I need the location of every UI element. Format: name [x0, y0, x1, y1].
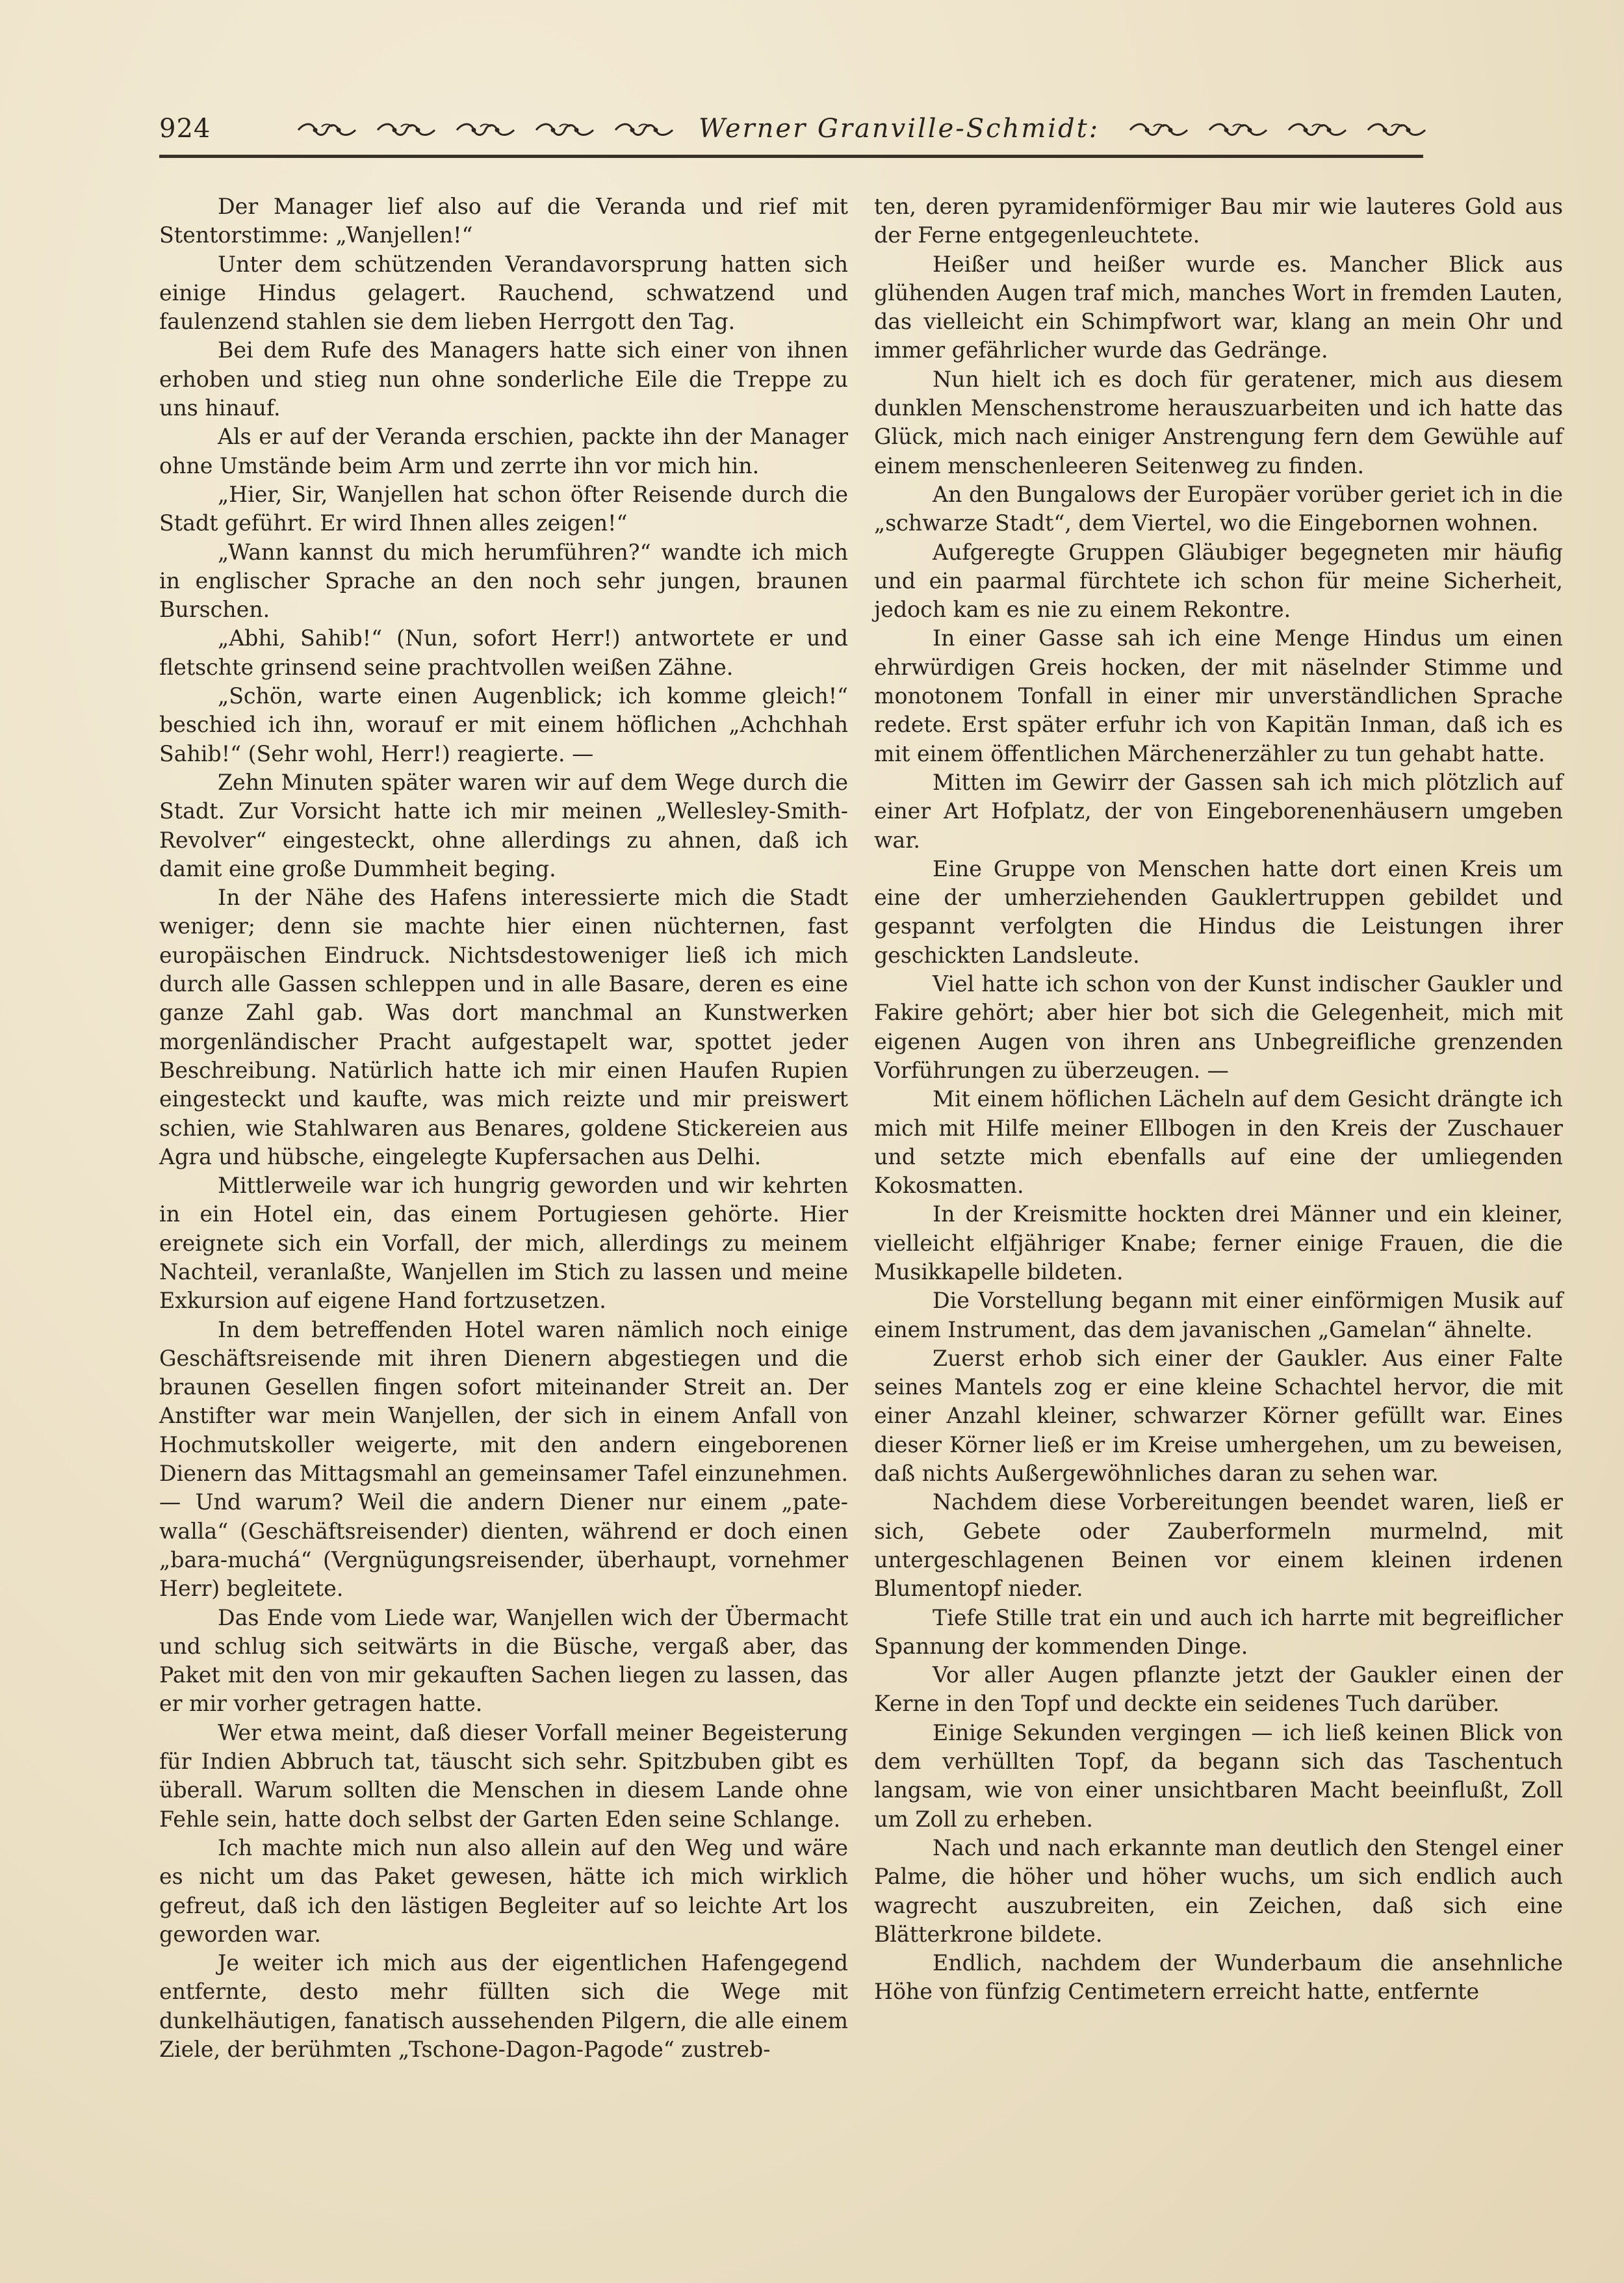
paragraph: „Hier, Sir, Wanjellen hat schon öfter Reisende durch die Stadt geführt. Er wird Ihnen alles zeigen!“ [159, 481, 848, 536]
paragraph: Bei dem Rufe des Managers hatte sich einer von ihnen erhoben und stieg nun ohne sonderliche Eile die Treppe zu uns hinauf. [159, 337, 848, 421]
running-head: Werner Granville-Schmidt: [699, 114, 1100, 144]
page-number: 924 [159, 114, 211, 144]
paragraph: An den Bungalows der Europäer vorüber geriet ich in die „schwarze Stadt“, dem Viertel, wo die Eingebornen wohnen. [874, 481, 1563, 536]
right-column [874, 192, 1563, 2007]
paragraph: Einige Sekunden vergingen — ich ließ keinen Blick von dem verhüllten Topf, da begann sich das Taschentuch langsam, wie von einer unsichtbaren Macht beeinflußt, Zoll um Zoll zu erheben. [874, 1719, 1563, 1832]
vine-ornament-icon [454, 121, 517, 139]
paragraph: In einer Gasse sah ich eine Menge Hindus um einen ehrwürdigen Greis hocken, der mit näselnder Stimme und monotonem Tonfall in einer mir unverständlichen Sprache redete. Erst später erfuhr ich von Kapitän Inman, daß ich es mit einem öffentlichen Märchenerzähler zu tun gehabt hatte. [874, 625, 1563, 766]
paragraph: Viel hatte ich schon von der Kunst indischer Gaukler und Fakire gehört; aber hier bot sich die Gelegenheit, mich mit eigenen Augen von ihren ans Unbegreifliche grenzenden Vorführungen zu überzeugen. — [874, 971, 1563, 1083]
paragraph: Mittlerweile war ich hungrig geworden und wir kehrten in ein Hotel ein, das einem Portugiesen gehörte. Hier ereignete sich ein Vorfall, der mich, allerdings zu meinem Nachteil, veranlaßte, Wanjellen im Stich zu lassen und meine Exkursion auf eigene Hand fortzusetzen. [159, 1173, 848, 1314]
header-ornaments-right [1128, 121, 1428, 139]
vine-ornament-icon [1365, 121, 1428, 139]
vine-ornament-icon [375, 121, 437, 139]
paragraph: „Abhi, Sahib!“ (Nun, sofort Herr!) antwortete er und fletschte grinsend seine prachtvollen weißen Zähne. [159, 625, 848, 680]
paragraph: Wer etwa meint, daß dieser Vorfall meiner Begeisterung für Indien Abbruch tat, täuscht sich sehr. Spitzbuben gibt es überall. Warum sollten die Menschen in diesem Lande ohne Fehle sein, hatte doch selbst der Garten Eden seine Schlange. [159, 1719, 848, 1832]
paragraph: Mit einem höflichen Lächeln auf dem Gesicht drängte ich mich mit Hilfe meiner Ellbogen in den Kreis der Zuschauer und setzte mich ebenfalls auf eine der umliegenden Kokosmatten. [874, 1086, 1563, 1199]
header-rule [159, 155, 1423, 158]
paragraph: In dem betreffenden Hotel waren nämlich noch einige Geschäftsreisende mit ihren Dienern abgestiegen und die braunen Gesellen fingen sofort miteinander Streit an. Der Anstifter war mein Wanjellen, der sich in einem Anfall von Hochmutskoller weigerte, mit den andern eingeborenen Dienern das Mittagsmahl an gemeinsamer Tafel einzunehmen. — Und warum? Weil die andern Diener nur einem „pate-walla“ (Geschäftsreisender) dienten, während er doch einen „bara-muchá“ (Vergnügungsreisender, überhaupt, vornehmer Herr) begleitete. [159, 1316, 848, 1602]
paragraph: Als er auf der Veranda erschien, packte ihn der Manager ohne Umstände beim Arm und zerrte ihn vor mich hin. [159, 424, 848, 478]
paragraph: In der Nähe des Hafens interessierte mich die Stadt weniger; denn sie machte hier einen nüchternen, fast europäischen Eindruck. Nichtsdestoweniger ließ ich mich durch alle Gassen schleppen und in alle Basare, deren es eine ganze Zahl gab. Was dort manchmal an Kunstwerken morgenländischer Pracht aufgestapelt war, spottet jeder Beschreibung. Natürlich hatte ich mir einen Haufen Rupien eingesteckt und kaufte, was mich reizte und mir preiswert schien, wie Stahlwaren aus Benares, goldene Stickereien aus Agra und hübsche, eingelegte Kupfersachen aus Delhi. [159, 885, 848, 1169]
paragraph: Das Ende vom Liede war, Wanjellen wich der Übermacht und schlug sich seitwärts in die Büsche, vergaß aber, das Paket mit den von mir gekauften Sachen liegen zu lassen, das er mir vorher getragen hatte. [159, 1604, 848, 1717]
paragraph: Ich machte mich nun also allein auf den Weg und wäre es nicht um das Paket gewesen, hätte ich mich wirklich gefreut, daß ich den lästigen Begleiter auf so leichte Art los geworden war. [159, 1834, 848, 1947]
paragraph: Nach und nach erkannte man deutlich den Stengel einer Palme, die höher und höher wuchs, um sich endlich auch wagrecht auszubreiten, ein Zeichen, daß sich eine Blätterkrone bildete. [874, 1834, 1563, 1947]
paragraph: Vor aller Augen pflanzte jetzt der Gaukler einen der Kerne in den Topf und deckte ein seidenes Tuch darüber. [874, 1662, 1563, 1717]
paragraph: Die Vorstellung begann mit einer einförmigen Musik auf einem Instrument, das dem javanischen „Gamelan“ ähnelte. [874, 1288, 1563, 1342]
paragraph: Der Manager lief also auf die Veranda und rief mit Stentorstimme: „Wanjellen!“ [159, 194, 848, 248]
vine-ornament-icon [296, 121, 358, 139]
paragraph: „Wann kannst du mich herumführen?“ wandte ich mich in englischer Sprache an den noch sehr jungen, braunen Burschen. [159, 539, 848, 623]
vine-ornament-icon [534, 121, 596, 139]
paragraph: Je weiter ich mich aus der eigentlichen Hafengegend entfernte, desto mehr füllten sich die Wege mit dunkelhäutigen, fanatisch aussehenden Pilgern, die alle einem Ziele, der berühmten „Tschone-Dagon-Pagode“ zustreb- [159, 1950, 848, 2062]
left-column [159, 192, 848, 2064]
paragraph-continuation: ten, deren pyramidenförmiger Bau mir wie lauteres Gold aus der Ferne entgegenleuchtete. [874, 194, 1563, 248]
vine-ornament-icon [1286, 121, 1348, 139]
page-header [159, 109, 1423, 148]
paragraph: Eine Gruppe von Menschen hatte dort einen Kreis um eine der umherziehenden Gauklertruppen gebildet und gespannt verfolgten die Hindus die Leistungen ihrer geschickten Landsleute. [874, 855, 1563, 968]
vine-ornament-icon [613, 121, 675, 139]
vine-ornament-icon [1128, 121, 1190, 139]
paragraph: Mitten im Gewirr der Gassen sah ich mich plötzlich auf einer Art Hofplatz, der von Eingeborenenhäusern umgeben war. [874, 769, 1563, 853]
header-ornaments-left [296, 121, 675, 139]
paragraph: Aufgeregte Gruppen Gläubiger begegneten mir häufig und ein paarmal fürchtete ich schon für meine Sicherheit, jedoch kam es nie zu einem Rekontre. [874, 539, 1563, 623]
paragraph: Zuerst erhob sich einer der Gaukler. Aus einer Falte seines Mantels zog er eine kleine Schachtel hervor, die mit einer Anzahl kleiner, schwarzer Körner gefüllt war. Eines dieser Körner ließ er im Kreise umhergehen, um zu beweisen, daß nichts Außergewöhnliches daran zu sehen war. [874, 1345, 1563, 1487]
paragraph: Nachdem diese Vorbereitungen beendet waren, ließ er sich, Gebete oder Zauberformeln murmelnd, mit untergeschlagenen Beinen vor einem kleinen irdenen Blumentopf nieder. [874, 1489, 1563, 1602]
paragraph: Heißer und heißer wurde es. Mancher Blick aus glühenden Augen traf mich, manches Wort in fremden Lauten, das vielleicht ein Schimpfwort war, klang an mein Ohr und immer gefährlicher wurde das Gedränge. [874, 251, 1563, 363]
paragraph: „Schön, warte einen Augenblick; ich komme gleich!“ beschied ich ihn, worauf er mit einem höflichen „Achchhah Sahib!“ (Sehr wohl, Herr!) reagierte. — [159, 683, 848, 766]
paragraph: Endlich, nachdem der Wunderbaum die ansehnliche Höhe von fünfzig Centimetern erreicht hatte, entfernte [874, 1950, 1563, 2005]
paragraph: In der Kreismitte hockten drei Männer und ein kleiner, vielleicht elfjähriger Knabe; ferner einige Frauen, die die Musikkapelle bildeten. [874, 1201, 1563, 1285]
paragraph: Unter dem schützenden Verandavorsprung hatten sich einige Hindus gelagert. Rauchend, schwatzend und faulenzend stahlen sie dem lieben Herrgott den Tag. [159, 251, 848, 335]
paragraph: Zehn Minuten später waren wir auf dem Wege durch die Stadt. Zur Vorsicht hatte ich mir meinen „Wellesley-Smith-Revolver“ eingesteckt, ohne allerdings zu ahnen, daß ich damit eine große Dummheit beging. [159, 769, 848, 881]
paragraph: Tiefe Stille trat ein und auch ich harrte mit begreiflicher Spannung der kommenden Dinge. [874, 1604, 1563, 1659]
vine-ornament-icon [1207, 121, 1269, 139]
paragraph: Nun hielt ich es doch für geratener, mich aus diesem dunklen Menschenstrome herauszuarbeiten und ich hatte das Glück, mich nach einiger Anstrengung fern dem Gewühle auf einem menschenleeren Seitenweg zu finden. [874, 366, 1563, 478]
